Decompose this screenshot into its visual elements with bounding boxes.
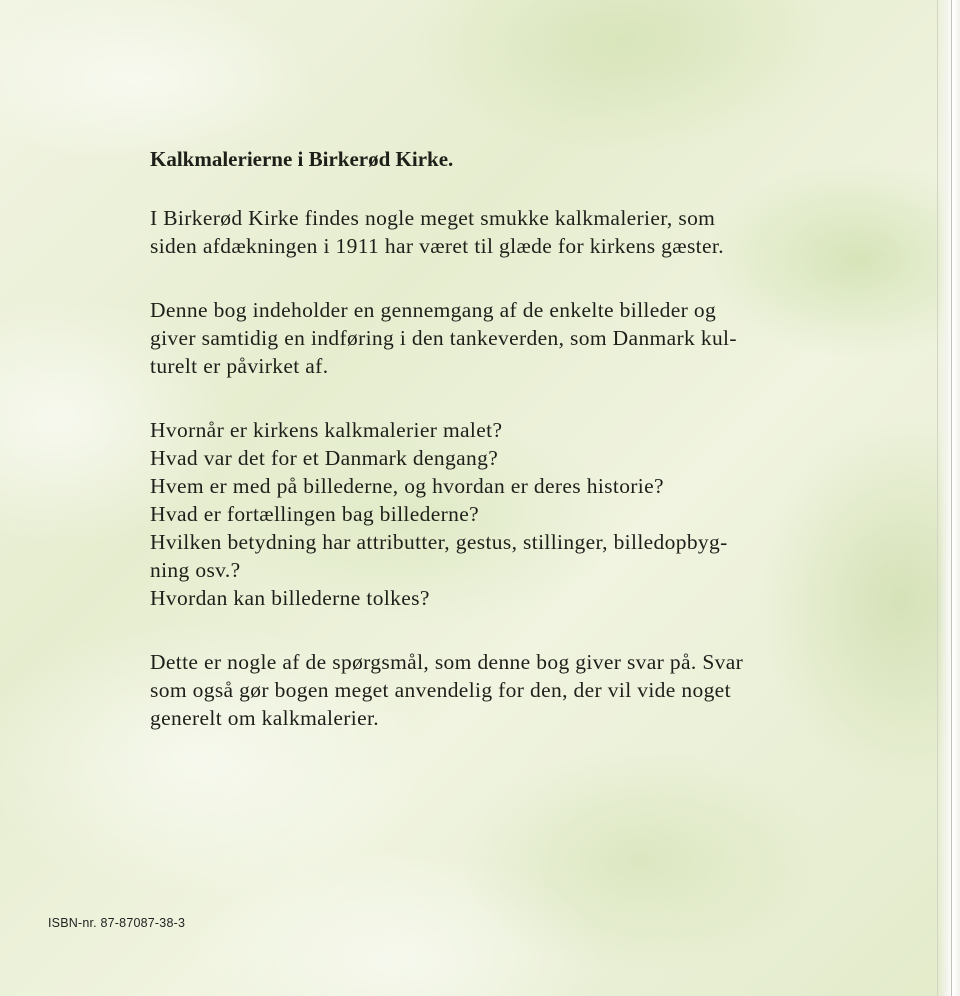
cover-text	[150, 146, 840, 768]
question-line: Hvornår er kirkens kalkmalerier malet?	[150, 418, 503, 442]
page-edge-line	[951, 0, 952, 996]
question-line: Hvem er med på billederne, og hvordan er deres historie?	[150, 474, 664, 498]
cover-title: Kalkmalerierne i Birkerød Kirke.	[150, 147, 454, 171]
page-edge	[937, 0, 960, 996]
content-line: Denne bog indeholder en gennemgang af de enkelte billeder og	[150, 298, 717, 322]
isbn-number: ISBN-nr. 87-87087-38-3	[48, 916, 186, 930]
intro-paragraph	[150, 204, 840, 260]
content-line: giver samtidig en indføring i den tankeverden, som Danmark kul-	[150, 326, 737, 350]
closing-line: som også gør bogen meget anvendelig for den, der vil vide noget	[150, 678, 731, 702]
question-line: Hvad var det for et Danmark dengang?	[150, 446, 499, 470]
closing-line: Dette er nogle af de spørgsmål, som denne bog giver svar på. Svar	[150, 650, 744, 674]
intro-line: I Birkerød Kirke findes nogle meget smukke kalkmalerier, som	[150, 206, 716, 230]
content-paragraph	[150, 296, 840, 380]
closing-line: generelt om kalkmalerier.	[150, 706, 380, 730]
question-line: Hvordan kan billederne tolkes?	[150, 586, 430, 610]
intro-line: siden afdækningen i 1911 har været til glæde for kirkens gæster.	[150, 234, 724, 258]
closing-paragraph	[150, 648, 840, 732]
content-line: turelt er påvirket af.	[150, 354, 329, 378]
question-line: Hvad er fortællingen bag billederne?	[150, 502, 480, 526]
question-line: ning osv.?	[150, 558, 241, 582]
questions-list	[150, 416, 840, 612]
question-line: Hvilken betydning har attributter, gestus, stillinger, billedopbyg-	[150, 530, 728, 554]
